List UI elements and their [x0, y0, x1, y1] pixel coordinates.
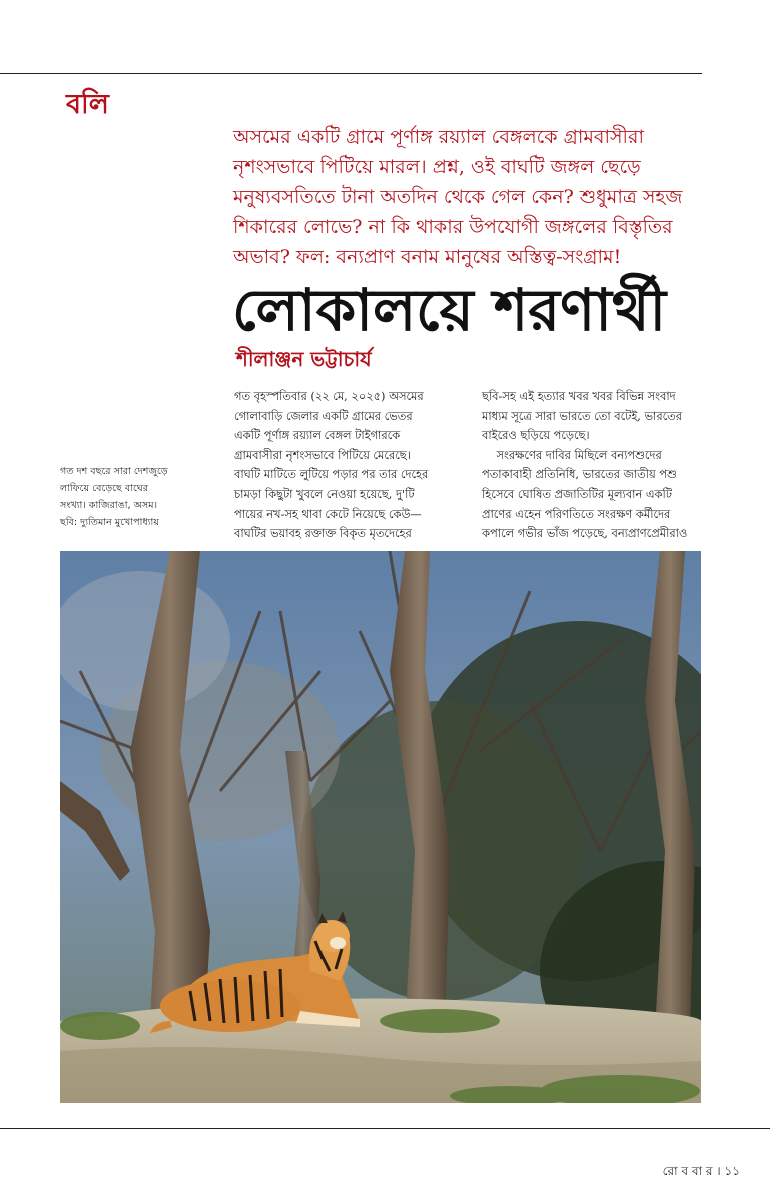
bottom-rule: [0, 1128, 770, 1129]
body-line: পায়ের নখ-সহ থাবা কেটে নিয়েছে কেউ—: [234, 506, 422, 521]
body-column-2: [482, 387, 704, 544]
byline: শীলাঞ্জন ভট্টাচার্য: [236, 347, 372, 371]
body-line: প্রাণের এহেন পরিণতিতে সংরক্ষণ কর্মীদের: [482, 506, 671, 521]
caption-line: সংখ্যা। কাজিরাঙা, অসম।: [60, 500, 158, 511]
top-rule: [0, 73, 702, 74]
body-line: বাইরেও ছড়িয়ে পড়েছে।: [482, 428, 590, 443]
body-line: গোলাবাড়ি জেলার একটি গ্রামের ভেতর: [234, 408, 413, 423]
standfirst-line: অভাব? ফল: বন্যপ্রাণ বনাম মানুষের অস্তিত্ব-সংগ্রাম!: [233, 246, 622, 268]
body-line: হিসেবে ঘোষিত প্রজাতিটির মূল্যবান একটি: [482, 486, 672, 501]
body-line: ছবি-সহ এই হত্যার খবর খবর বিভিন্ন সংবাদ: [482, 389, 676, 403]
body-line: বাঘটি মাটিতে লুটিয়ে পড়ার পর তার দেহের: [234, 467, 429, 482]
standfirst-line: অসমের একটি গ্রামে পূর্ণাঙ্গ রয়্যাল বেঙ্গলকে গ্রামবাসীরা: [233, 126, 644, 148]
page-folio: রো ব বা র । ১১: [662, 1164, 740, 1178]
body-line: সংরক্ষণের দাবির মিছিলে বন্যপশুদের: [482, 447, 662, 462]
body-line: কপালে গভীর ভাঁজ পড়েছে, বন্যপ্রাণপ্রেমীরাও: [482, 526, 688, 541]
body-line: চামড়া কিছুটা খুবলে নেওয়া হয়েছে, দু'টি: [234, 486, 415, 501]
standfirst-line: শিকারের লোভে? না কি থাকার উপযোগী জঙ্গলের বিস্তৃতির: [233, 216, 673, 238]
caption-line: লাফিয়ে বেড়েছে বাঘের: [60, 483, 149, 494]
body-line: একটি পূর্ণাঙ্গ রয়্যাল বেঙ্গল টাইগারকে: [234, 428, 401, 443]
tiger-photo: [60, 551, 701, 1103]
caption-line: ছবি: দ্যুতিমান মুখোপাধ্যায়: [60, 517, 159, 528]
section-label: বলি: [66, 89, 109, 120]
standfirst-line: নৃশংসভাবে পিটিয়ে মারল। প্রশ্ন, ওই বাঘটি জঙ্গল ছেড়ে: [233, 156, 641, 178]
body-line: পতাকাবাহী প্রতিনিধি, ভারতের জাতীয় পশু: [482, 467, 677, 482]
body-line: মাধ্যম সূত্রে সারা ভারতে তো বটেই, ভারতের: [482, 408, 682, 423]
standfirst-line: মনুষ্যবসতিতে টানা অতদিন থেকে গেল কেন? শুধুমাত্র সহজ: [233, 186, 683, 208]
body-line: বাঘটির ভয়াবহ রক্তাক্ত বিকৃত মৃতদেহের: [234, 526, 412, 541]
caption-line: গত দশ বছরে সারা দেশজুড়ে: [60, 466, 168, 477]
headline: লোকালয়ে শরণার্থী: [232, 276, 667, 344]
body-line: গ্রামবাসীরা নৃশংসভাবে পিটিয়ে মেরেছে।: [234, 447, 411, 462]
photo-caption: [60, 463, 168, 531]
body-column-1: [234, 387, 459, 544]
body-line: গত বৃহস্পতিবার (২২ মে, ২০২৫) অসমের: [234, 389, 424, 403]
standfirst: [233, 122, 703, 272]
